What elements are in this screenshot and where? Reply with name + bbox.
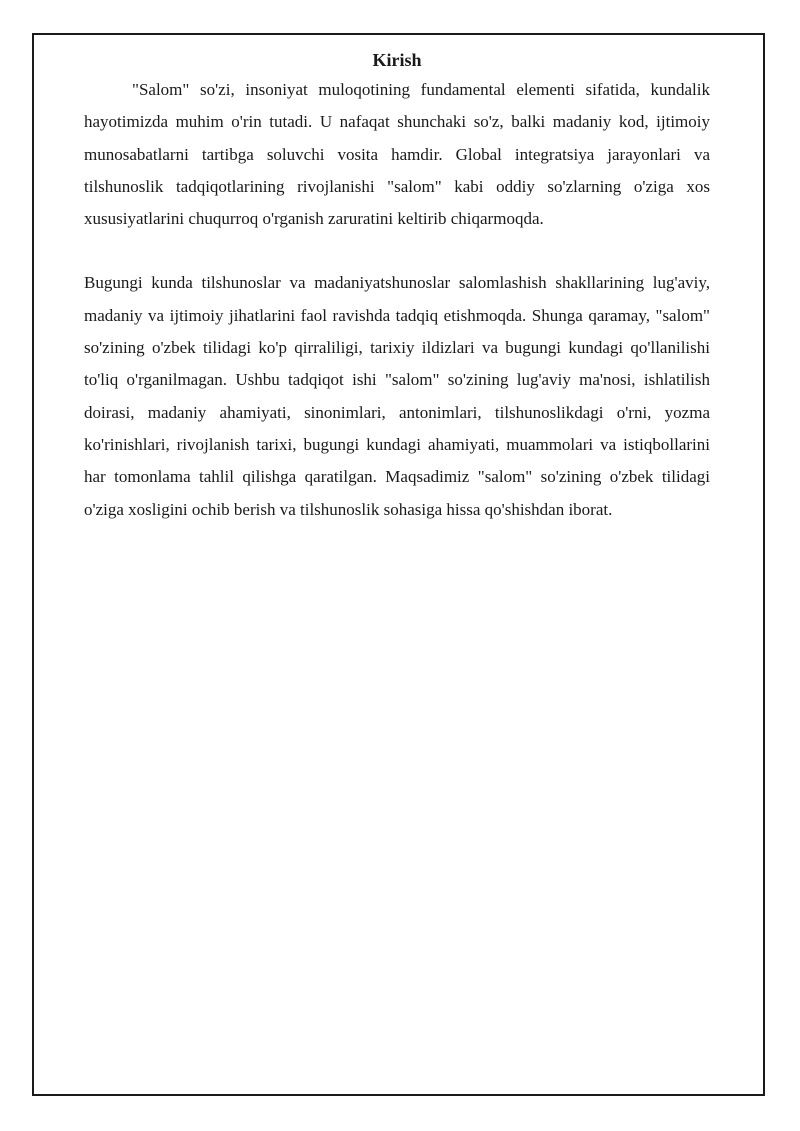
paragraph-spacer [84,235,710,267]
section-title: Kirish [372,50,422,70]
document-body [84,45,710,526]
paragraph-research-aim: Bugungi kunda tilshunoslar va madaniyatshunoslar salomlashish shakllarining lug'aviy, madaniy va ijtimoiy jihatlarini faol ravishda tadqiq etishmoqda. Shunga qaramay, "salom" so'zining o'zbek tilidagi ko'p qirraliligi, tarixiy ildizlari va bugungi kundagi qo'llanilishi to'liq o'rganilmagan. Ushbu tadqiqot ishi "salom" so'zining lug'aviy ma'nosi, ishlatilish doirasi, madaniy ahamiyati, sinonimlari, antonimlari, tilshunoslikdagi o'rni, yozma ko'rinishlari, rivojlanish tarixi, bugungi kundagi ahamiyati, muammolari va istiqbollarini har tomonlama tahlil qilishga qaratilgan. Maqsadimiz "salom" so'zining o'zbek tilidagi o'ziga xosligini ochib berish va tilshunoslik sohasiga hissa qo'shishdan iborat. [84,273,710,519]
paragraph-intro: "Salom" so'zi, insoniyat muloqotining fundamental elementi sifatida, kundalik hayotimizda muhim o'rin tutadi. U nafaqat shunchaki so'z, balki madaniy kod, ijtimoiy munosabatlarni tartibga soluvchi vosita hamdir. Global integratsiya jarayonlari va tilshunoslik tadqiqotlarining rivojlanishi "salom" kabi oddiy so'zlarning o'ziga xos xususiyatlarini chuqurroq o'rganish zaruratini keltirib chiqarmoqda. [84,80,710,229]
